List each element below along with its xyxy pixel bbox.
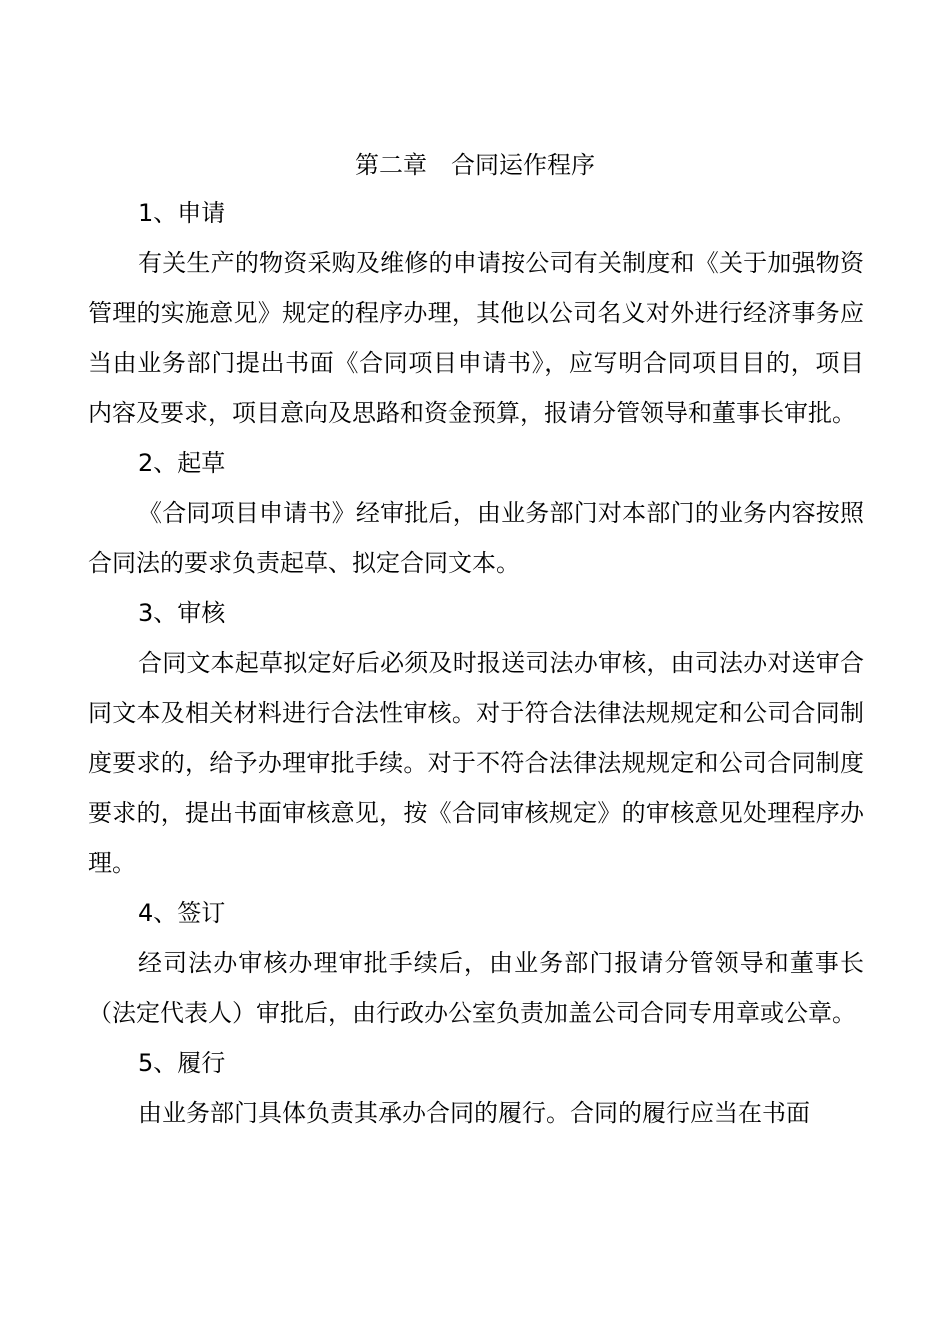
- section-heading-draft: 2、起草: [138, 449, 226, 477]
- document-body: [88, 188, 864, 1138]
- section-paragraph-draft: 《合同项目申请书》经审批后，由业务部门对本部门的业务内容按照合同法的要求负责起草、拟定合同文本。: [88, 499, 864, 577]
- section-paragraph-review: 合同文本起草拟定好后必须及时报送司法办审核，由司法办对送审合同文本及相关材料进行合法性审核。对于符合法律法规规定和公司合同制度要求的，给予办理审批手续。对于不符合法律法规规定和公司合同制度要求的，提出书面审核意见，按《合同审核规定》的审核意见处理程序办理。: [88, 649, 864, 877]
- section-heading-perform: 5、履行: [138, 1049, 226, 1077]
- section-paragraph-apply: 有关生产的物资采购及维修的申请按公司有关制度和《关于加强物资管理的实施意见》规定的程序办理，其他以公司名义对外进行经济事务应当由业务部门提出书面《合同项目申请书》，应写明合同项目目的，项目内容及要求，项目意向及思路和资金预算，报请分管领导和董事长审批。: [88, 249, 864, 427]
- section-heading-review: 3、审核: [138, 599, 226, 627]
- section-paragraph-sign: 经司法办审核办理审批手续后，由业务部门报请分管领导和董事长（法定代表人）审批后，由行政办公室负责加盖公司合同专用章或公章。: [88, 949, 864, 1027]
- section-heading-sign: 4、签订: [138, 899, 226, 927]
- section-paragraph-perform: 由业务部门具体负责其承办合同的履行。合同的履行应当在书面: [138, 1099, 810, 1127]
- chapter-title: 第二章 合同运作程序: [355, 151, 595, 179]
- section-heading-apply: 1、申请: [138, 199, 226, 227]
